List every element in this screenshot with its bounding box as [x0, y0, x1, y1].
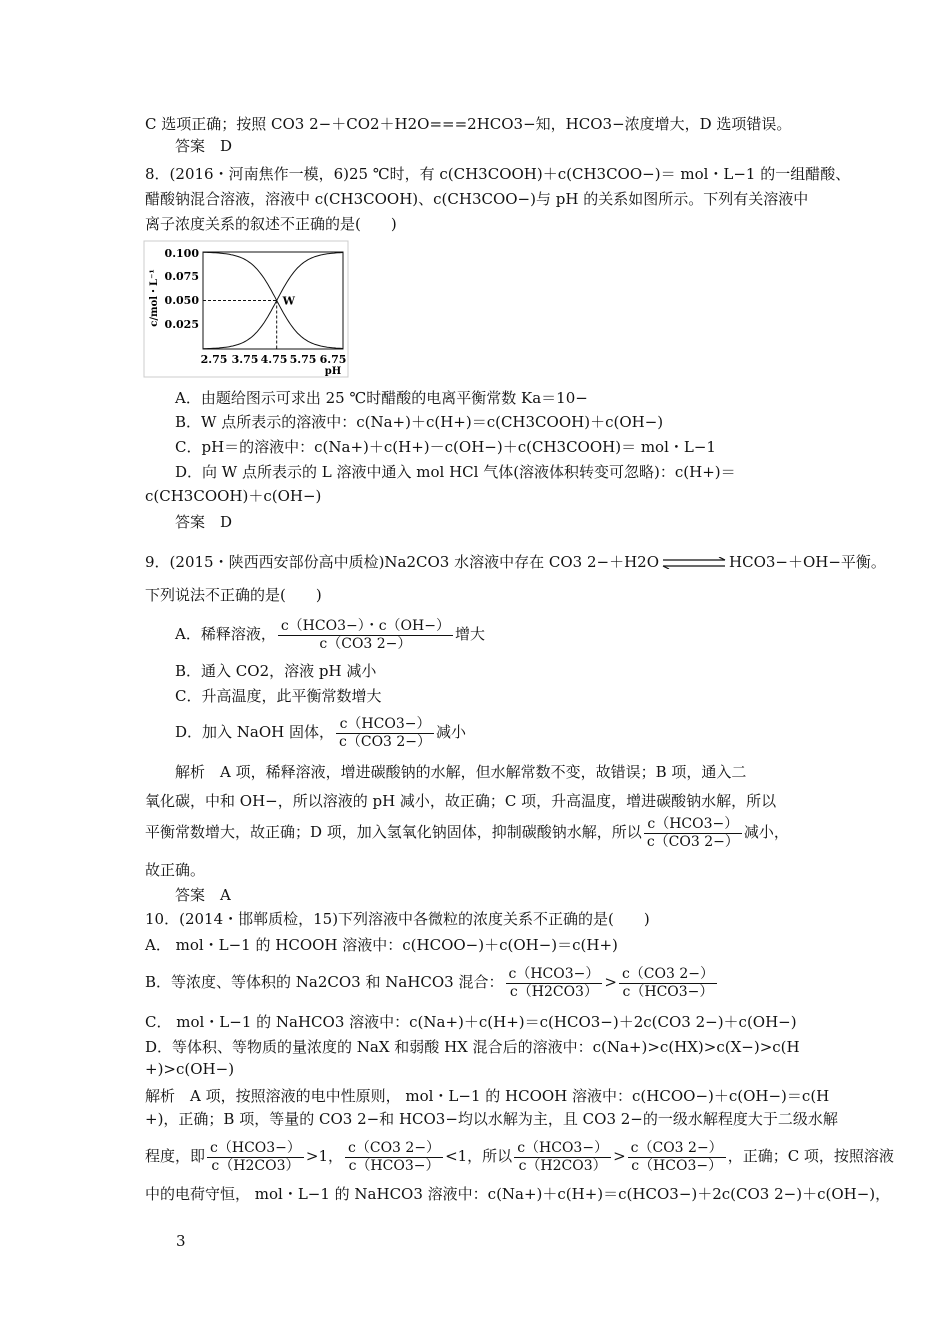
q9-solution-4: 故正确。 — [145, 861, 206, 879]
q9-option-a-pre: A．稀释溶液， — [175, 625, 276, 643]
q9-option-b: B．通入 CO2，溶液 pH 减小 — [175, 662, 377, 680]
q10-option-b-pre: B．等浓度、等体积的 Na2CO3 和 NaHCO3 混合： — [145, 973, 504, 991]
q9-option-d-pre: D．加入 NaOH 固体， — [175, 723, 335, 741]
q9-option-d-post: 减小 — [436, 723, 467, 741]
q9d-fraction-denominator: c（CO3 2−） — [339, 733, 432, 750]
q10-solution-4: 中的电荷守恒， mol・L−1 的 NaHCO3 溶液中：c(Na+)＋c(H+)＝c(HCO3−)＋2c(CO3 2−)＋c(OH−)， — [145, 1185, 891, 1203]
x-tick-labels — [201, 353, 347, 366]
x-tick-375: 3.75 — [231, 353, 259, 366]
line-c-correct: C 选项正确；按照 CO3 2−＋CO2＋H2O===2HCO3−知，HCO3−浓度增大，D 选项错误。 — [145, 115, 792, 133]
x-axis-label: pH — [324, 366, 342, 377]
q9-stem-1-pre: 9．(2015・陕西西安部份高中质检)Na2CO3 水溶液中存在 CO3 2−＋H2O — [145, 553, 660, 571]
equilibrium-arrow-icon — [661, 557, 727, 569]
q9-option-d — [175, 712, 466, 752]
q9a-fraction-numerator: c（HCO3−）・c（OH−） — [278, 618, 453, 636]
q10-solution-3-pre: 程度，即 — [145, 1147, 206, 1165]
q8-option-a: A．由题给图示可求出 25 ℃时醋酸的电离平衡常数 Ka＝10− — [175, 389, 588, 407]
q9-stem-1 — [145, 552, 886, 572]
q10-option-b — [145, 962, 719, 1002]
q10-option-c: C． mol・L−1 的 NaHCO3 溶液中：c(Na+)＋c(H+)＝c(HCO3−)＋2c(CO3 2−)＋c(OH−) — [145, 1013, 797, 1031]
x-tick-475: 4.75 — [260, 353, 288, 366]
q10b-fraction-1 — [506, 966, 603, 1001]
q9-stem-2: 下列说法不正确的是( ) — [145, 586, 322, 604]
q10-solution-3 — [145, 1136, 894, 1176]
q8-stem-2: 醋酸钠混合溶液，溶液中 c(CH3COOH)、c(CH3COO−)与 pH 的关系如图所示。下列有关溶液中 — [145, 190, 809, 208]
x-tick-575: 5.75 — [289, 353, 317, 366]
q9-option-c: C．升高温度，此平衡常数增大 — [175, 687, 382, 705]
q10-solution-3-mid1: >1， — [305, 1147, 344, 1165]
s-fraction-4 — [628, 1140, 726, 1175]
q8-option-d-1: D．向 W 点所表示的 L 溶液中通入 mol HCl 气体(溶液体积转变可忽略)：c(H+)＝ — [175, 463, 736, 481]
s-fraction-2 — [345, 1140, 443, 1175]
answer-8: 答案 D — [175, 513, 233, 531]
s-fraction-3-denominator: c（H2CO3） — [518, 1157, 607, 1174]
q9d-fraction — [336, 716, 434, 751]
q8-option-b: B．W 点所表示的溶液中：c(Na+)＋c(H+)＝c(CH3COOH)＋c(OH−) — [175, 413, 664, 431]
acetate-ph-chart — [143, 240, 349, 378]
q10-solution-1: 解析 A 项，按照溶液的电中性原则， mol・L−1 的 HCOOH 溶液中：c(HCOO−)＋c(OH−)＝c(H — [145, 1087, 830, 1105]
q10-option-d-1: D．等体积、等物质的量浓度的 NaX 和弱酸 HX 混合后的溶液中：c(Na+)>c(HX)>c(X−)>c(H — [145, 1038, 800, 1056]
q10b-fraction-2-numerator: c（CO3 2−） — [619, 966, 717, 984]
s-fraction-3-numerator: c（HCO3−） — [514, 1140, 611, 1158]
s-greater-sign: > — [613, 1147, 626, 1165]
q10b-fraction-1-numerator: c（HCO3−） — [506, 966, 603, 984]
s-fraction-4-numerator: c（CO3 2−） — [628, 1140, 726, 1158]
y-axis-label: c/mol・L⁻¹ — [149, 269, 160, 327]
s-fraction-4-denominator: c（HCO3−） — [631, 1157, 723, 1174]
answer-9: 答案 A — [175, 886, 231, 904]
x-tick-275: 2.75 — [200, 353, 228, 366]
q10-option-a: A． mol・L−1 的 HCOOH 溶液中：c(HCOO−)＋c(OH−)＝c(H+) — [145, 936, 618, 954]
q10b-greater-sign: > — [604, 973, 617, 991]
q9-solution-1: 解析 A 项，稀释溶液，增进碳酸钠的水解，但水解常数不变，故错误；B 项，通入二 — [175, 763, 747, 781]
s-fraction-2-denominator: c（HCO3−） — [348, 1157, 440, 1174]
q10-solution-3-mid2: <1，所以 — [445, 1147, 513, 1165]
q9a-fraction-denominator: c（CO3 2−） — [319, 635, 412, 652]
y-tick-0075: 0.075 — [164, 270, 199, 283]
q10-option-d-2: +)>c(OH−) — [145, 1060, 235, 1078]
q9d-fraction-numerator: c（HCO3−） — [336, 716, 434, 734]
q8-stem-3: 离子浓度关系的叙述不正确的是( ) — [145, 215, 397, 233]
q9-solution-3 — [145, 812, 789, 852]
q8-stem-1: 8．(2016・河南焦作一模，6)25 ℃时，有 c(CH3COOH)＋c(CH3COO−)＝ mol・L−1 的一组醋酸、 — [145, 165, 851, 183]
q9s-fraction — [644, 816, 742, 851]
q9s-fraction-denominator: c（CO3 2−） — [646, 833, 739, 850]
s-fraction-1-numerator: c（HCO3−） — [207, 1140, 304, 1158]
answer-7: 答案 D — [175, 137, 233, 155]
q10-solution-2: +)，正确；B 项，等量的 CO3 2−和 HCO3−均以水解为主，且 CO3 2−的一级水解程度大于二级水解 — [145, 1110, 838, 1128]
y-tick-0050: 0.050 — [164, 294, 199, 307]
y-tick-0025: 0.025 — [164, 318, 199, 331]
q9-stem-1-post: HCO3−＋OH−平衡。 — [729, 553, 886, 571]
s-fraction-1 — [207, 1140, 304, 1175]
y-tick-0100: 0.100 — [164, 247, 199, 260]
q10b-fraction-2 — [619, 966, 717, 1001]
q8-option-c: C．pH＝的溶液中：c(Na+)＋c(H+)－c(OH−)＋c(CH3COOH)＝ mol・L−1 — [175, 438, 716, 456]
q9-option-a — [175, 614, 485, 654]
page-number: 3 — [176, 1232, 186, 1250]
q9s-fraction-numerator: c（HCO3−） — [644, 816, 742, 834]
q10b-fraction-2-denominator: c（HCO3−） — [622, 983, 714, 1000]
s-fraction-2-numerator: c（CO3 2−） — [345, 1140, 443, 1158]
y-tick-labels — [165, 247, 200, 331]
q8-option-d-2: c(CH3COOH)＋c(OH−) — [145, 487, 322, 505]
q10-solution-3-post: ，正确；C 项，按照溶液 — [727, 1147, 894, 1165]
q9-solution-3-post: 减小， — [743, 823, 789, 841]
q9-solution-3-pre: 平衡常数增大，故正确；D 项，加入氢氧化钠固体，抑制碳酸钠水解，所以 — [145, 823, 642, 841]
q9a-fraction — [278, 618, 453, 653]
x-tick-675: 6.75 — [319, 353, 347, 366]
s-fraction-1-denominator: c（H2CO3） — [211, 1157, 300, 1174]
q10b-fraction-1-denominator: c（H2CO3） — [509, 983, 598, 1000]
q9-option-a-post: 增大 — [454, 625, 485, 643]
q9-solution-2: 氧化碳，中和 OH−，所以溶液的 pH 减小，故正确；C 项，升高温度，增进碳酸钠水解，所以 — [145, 792, 777, 810]
q10-stem: 10．(2014・邯郸质检，15)下列溶液中各微粒的浓度关系不正确的是( ) — [145, 910, 650, 928]
point-w-label: W — [282, 294, 296, 308]
s-fraction-3 — [514, 1140, 611, 1175]
